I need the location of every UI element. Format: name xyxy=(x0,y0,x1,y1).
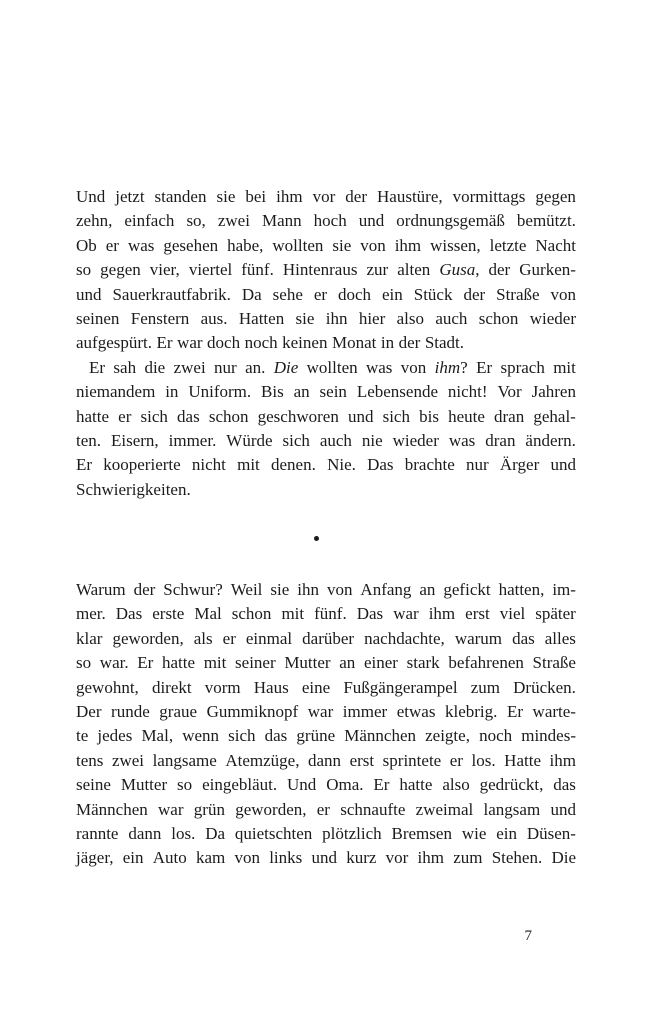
text-line: seine Mutter so eingebläut. Und Oma. Er hatte also gedrückt, das xyxy=(76,775,576,795)
text-line: Ob er was gesehen habe, wollten sie von ihm wissen, letzte Nacht xyxy=(76,235,576,255)
text-block-top xyxy=(76,185,576,502)
text-line: seinen Fenstern aus. Hatten sie ihn hier also auch schon wieder xyxy=(76,308,576,328)
paragraph xyxy=(76,356,576,502)
text-line: Er kooperierte nicht mit denen. Nie. Das brachte nur Ärger und xyxy=(76,455,576,475)
text-line: Schwierigkeiten. xyxy=(76,479,191,499)
text-line: tens zwei langsame Atemzüge, dann erst sprintete er los. Hatte ihm xyxy=(76,750,576,770)
paragraph xyxy=(76,578,576,871)
text-line: Er sah die zwei nur an. Die wollten was von ihm? Er sprach mit xyxy=(89,357,576,377)
section-divider-dot xyxy=(314,536,319,541)
text-line: Und jetzt standen sie bei ihm vor der Haustüre, vormittags gegen xyxy=(76,187,576,206)
text-line: klar geworden, als er einmal darüber nachdachte, warum das alles xyxy=(76,628,576,648)
text-line: rannte dann los. Da quietschten plötzlich Bremsen wie ein Düsen- xyxy=(76,823,576,843)
text-line: so gegen vier, viertel fünf. Hintenraus zur alten Gusa, der Gurken- xyxy=(76,260,576,280)
text-line: mer. Das erste Mal schon mit fünf. Das war ihm erst viel später xyxy=(76,604,576,624)
text-block-bottom xyxy=(76,578,576,871)
text-line: hatte er sich das schon geschworen und sich bis heute dran gehal- xyxy=(76,406,576,426)
text-line: Der runde graue Gummiknopf war immer etwas klebrig. Er warte- xyxy=(76,701,576,721)
text-line: aufgespürt. Er war doch noch keinen Monat in der Stadt. xyxy=(76,333,465,353)
page-number: 7 xyxy=(524,928,532,944)
text-line: so war. Er hatte mit seiner Mutter an einer stark befahrenen Straße xyxy=(76,653,576,673)
text-line: Männchen war grün geworden, er schnaufte zweimal langsam und xyxy=(76,799,576,819)
text-line: gewohnt, direkt vorm Haus eine Fußgängerampel zum Drücken. xyxy=(76,677,576,697)
text-line: und Sauerkrautfabrik. Da sehe er doch ein Stück der Straße von xyxy=(76,284,576,304)
text-line: zehn, einfach so, zwei Mann hoch und ordnungsgemäß bemützt. xyxy=(76,211,576,231)
text-line: Warum der Schwur? Weil sie ihn von Anfang an gefickt hatten, im- xyxy=(76,580,576,599)
paragraph xyxy=(76,185,576,356)
text-line: ten. Eisern, immer. Würde sich auch nie wieder was dran ändern. xyxy=(76,430,576,450)
text-line: niemandem in Uniform. Bis an sein Lebensende nicht! Vor Jahren xyxy=(76,382,576,402)
text-line: jäger, ein Auto kam von links und kurz vor ihm zum Stehen. Die xyxy=(76,848,576,868)
text-line: te jedes Mal, wenn sich das grüne Männchen zeigte, noch mindes- xyxy=(76,726,576,746)
